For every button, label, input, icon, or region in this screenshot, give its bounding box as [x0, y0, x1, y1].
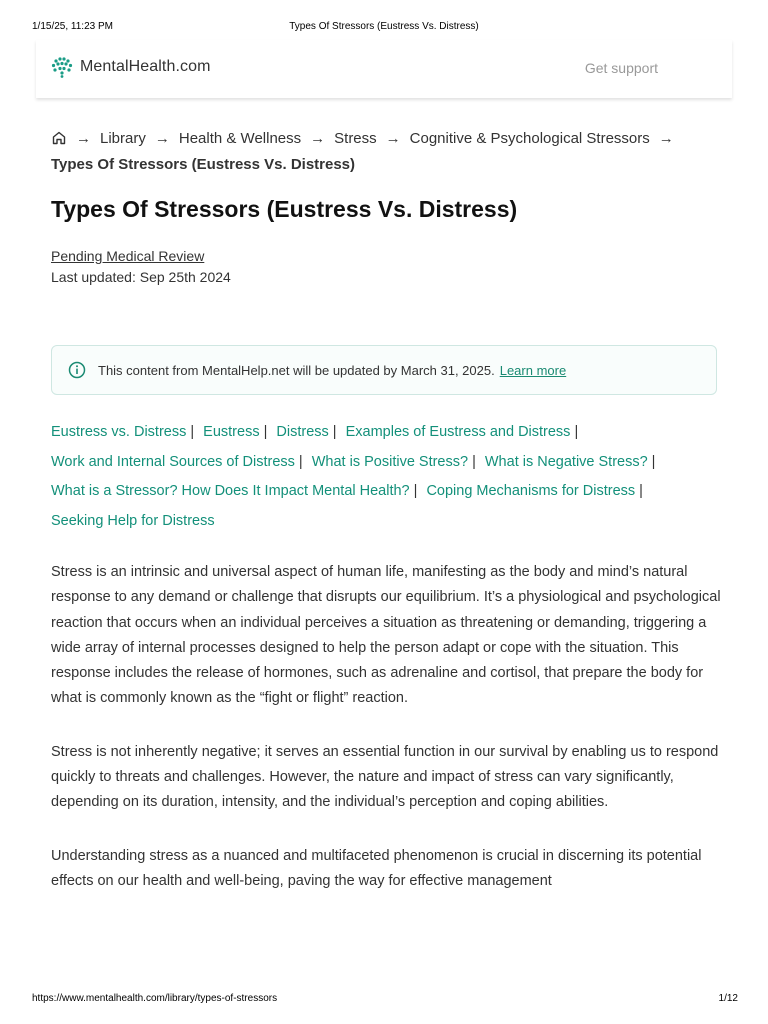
- toc-separator: |: [651, 453, 656, 470]
- toc-separator: |: [263, 424, 268, 440]
- breadcrumb-cognitive-psychological-stressors[interactable]: Cognitive & Psychological Stressors: [409, 130, 650, 147]
- breadcrumb-arrow: →: [76, 130, 91, 147]
- toc-separator: |: [472, 453, 476, 470]
- toc-link-coping-mechanisms[interactable]: Coping Mechanisms for Distress: [426, 483, 636, 499]
- breadcrumb-stress[interactable]: Stress: [334, 130, 377, 147]
- toc-link-seeking-help[interactable]: Seeking Help for Distress: [51, 512, 215, 529]
- toc-link-distress[interactable]: Distress: [276, 424, 329, 440]
- toc-separator: |: [639, 483, 643, 499]
- breadcrumb-health-wellness[interactable]: Health & Wellness: [178, 130, 302, 147]
- site-header: [36, 40, 732, 98]
- paragraph-2: Stress is not inherently negative; it serves an essential function in our survival by enabling us to respond quickly to threats and challenges. However, the nature and impact of stress can vary significantly, depending on its duration, intensity, and the individual’s perception and coping abilities.: [51, 743, 719, 811]
- toc-link-eustress[interactable]: Eustress: [203, 424, 260, 440]
- last-updated: Last updated: Sep 25th 2024: [51, 269, 231, 285]
- update-notice: [51, 345, 717, 395]
- logo[interactable]: [50, 56, 211, 78]
- breadcrumb-current: Types Of Stressors (Eustress Vs. Distress): [51, 156, 356, 173]
- pending-medical-review-link[interactable]: Pending Medical Review: [51, 248, 205, 264]
- brain-logo-icon: [50, 56, 74, 78]
- print-page-number: 1/12: [718, 993, 738, 1004]
- home-icon[interactable]: [51, 130, 67, 146]
- logo-text: MentalHealth.com: [80, 58, 211, 75]
- toc-separator: |: [332, 424, 337, 440]
- print-header: [0, 0, 768, 40]
- toc-separator: |: [413, 483, 418, 499]
- print-footer: [0, 993, 768, 1013]
- toc-separator: |: [574, 424, 579, 440]
- review-info: [51, 246, 231, 288]
- print-datetime: 1/15/25, 11:23 PM: [32, 21, 113, 32]
- breadcrumb-arrow: →: [310, 130, 326, 147]
- toc-link-positive-stress[interactable]: What is Positive Stress?: [311, 453, 469, 470]
- toc-link-eustress-vs-distress[interactable]: Eustress vs. Distress: [51, 424, 187, 440]
- get-support-button[interactable]: Get support: [584, 60, 658, 76]
- breadcrumb: [51, 126, 731, 178]
- breadcrumb-arrow: →: [385, 130, 401, 147]
- article-body: [51, 560, 721, 922]
- info-icon: [68, 361, 86, 379]
- page-cutoff: [0, 940, 768, 980]
- print-doc-title: Types Of Stressors (Eustress Vs. Distress): [289, 21, 479, 32]
- print-url: https://www.mentalhealth.com/library/types-of-stressors: [32, 993, 278, 1004]
- toc-separator: |: [190, 424, 195, 440]
- breadcrumb-library[interactable]: Library: [100, 130, 146, 147]
- breadcrumb-arrow: →: [658, 130, 674, 147]
- breadcrumb-arrow: →: [154, 130, 170, 147]
- notice-text: This content from MentalHelp.net will be updated by March 31, 2025.: [98, 362, 495, 378]
- toc-link-what-is-stressor[interactable]: What is a Stressor? How Does It Impact Mental Health?: [51, 483, 410, 499]
- toc-link-work-internal-sources[interactable]: Work and Internal Sources of Distress: [51, 453, 295, 470]
- page-title: Types Of Stressors (Eustress Vs. Distress): [51, 196, 518, 222]
- table-of-contents: [51, 418, 731, 536]
- toc-link-examples[interactable]: Examples of Eustress and Distress: [345, 424, 571, 440]
- toc-link-negative-stress[interactable]: What is Negative Stress?: [484, 453, 648, 470]
- paragraph-1: Stress is an intrinsic and universal aspect of human life, manifesting as the body and mind’s natural response to any demand or challenge that disrupts our equilibrium. It’s a physiological and psychological reaction that occurs when an individual perceives a situation as threatening or demanding, triggering a wide array of internal processes designed to help the person adapt or cope with the situation. This response includes the release of hormones, such as adrenaline and cortisol, that prepare the body for what is commonly known as the “fight or flight” reaction.: [51, 564, 721, 707]
- paragraph-3: Understanding stress as a nuanced and multifaceted phenomenon is crucial in discerning its potential effects on our health and well-being, paving the way for effective management: [51, 847, 702, 889]
- learn-more-link[interactable]: Learn more: [499, 362, 567, 378]
- toc-separator: |: [298, 453, 303, 470]
